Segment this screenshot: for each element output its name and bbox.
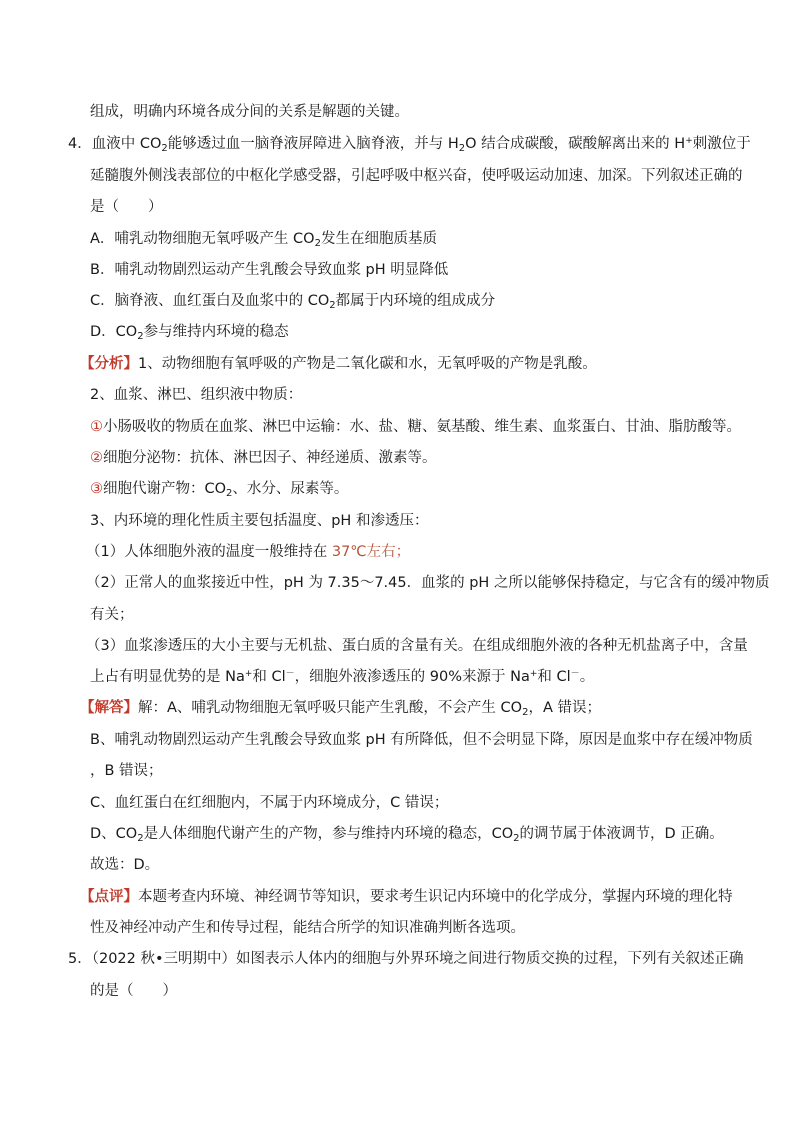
question-5-stem-line-2: 的是（ ） [90, 983, 177, 999]
question-4-stem-line-2: 延髓腹外侧浅表部位的中枢化学感受器，引起呼吸中枢兴奋，使呼吸运动加速、加深。下列叙述正确的 [90, 168, 743, 184]
question-4-stem-line-3: 是（ ） [90, 199, 163, 215]
answer-line-b-1: B、哺乳动物剧烈运动产生乳酸会导致血浆 pH 有所降低，但不会明显下降，原因是血浆中存在缓冲物质 [90, 732, 753, 748]
comment-line-1: 【点评】本题考查内环境、神经调节等知识，要求考生识记内环境中的化学成分，掌握内环境的理化特 [80, 889, 733, 905]
question-5-stem-line-1: 5．（2022 秋•三明期中）如图表示人体内的细胞与外界环境之间进行物质交换的过程，下列有关叙述正确 [68, 951, 744, 967]
answer-line-b-2: ，B 错误； [90, 763, 163, 779]
analysis-circle-item-1: ①小肠吸收的物质在血浆、淋巴中运输：水、盐、糖、氨基酸、维生素、血浆蛋白、甘油、脂肪酸等。 [90, 419, 741, 435]
question-number: 4． [68, 136, 92, 152]
intro-tail: 组成，明确内环境各成分间的关系是解题的关键。 [90, 104, 409, 120]
answer-line-c: C、血红蛋白在红细胞内，不属于内环境成分，C 错误； [90, 795, 449, 811]
answer-choice: 故选：D。 [90, 857, 160, 873]
comment-tag: 【点评】 [80, 889, 138, 905]
analysis-circle-item-2: ②细胞分泌物：抗体、淋巴因子、神经递质、激素等。 [90, 450, 437, 466]
analysis-line-3: 3、内环境的理化性质主要包括温度、pH 和渗透压： [90, 513, 429, 529]
question-4-stem-line-1: 4．血液中 $CO_2$能够透过血一脑脊液屏障进入脑脊液，并与 $H_2O$ 结合成碳酸，碳酸解离出来的 H+刺激位于 [68, 136, 751, 154]
option-c: C．脑脊液、血红蛋白及血浆中的 $CO_2$都属于内环境的组成成分 [90, 293, 496, 311]
question-number: 5． [68, 951, 92, 967]
answer-tag: 【解答】 [80, 700, 138, 716]
analysis-sub-3-line-1: （3）血浆渗透压的大小主要与无机盐、蛋白质的含量有关。在组成细胞外液的各种无机盐离子中，含量 [86, 638, 748, 654]
analysis-sub-2-line-1: （2）正常人的血浆接近中性，pH 为 7.35～7.45．血浆的 pH 之所以能够保持稳定，与它含有的缓冲物质 [86, 575, 770, 591]
analysis-line-1: 【分析】1、动物细胞有氧呼吸的产物是二氧化碳和水，无氧呼吸的产物是乳酸。 [80, 356, 597, 372]
analysis-sub-2-line-2: 有关； [90, 607, 134, 623]
analysis-circle-item-3: ③细胞代谢产物：$CO_2$、水分、尿素等。 [90, 481, 349, 499]
option-b: B．哺乳动物剧烈运动产生乳酸会导致血浆 pH 明显降低 [90, 262, 449, 278]
answer-line-d: D、$CO_2$是人体细胞代谢产生的产物，参与维持内环境的稳态，$CO_2$的调节属于体液调节，D 正确。 [90, 826, 724, 844]
option-d: D．$CO_2$参与维持内环境的稳态 [90, 324, 289, 342]
option-a: A．哺乳动物细胞无氧呼吸产生 $CO_2$发生在细胞质基质 [90, 231, 437, 249]
analysis-line-2: 2、血浆、淋巴、组织液中物质： [90, 387, 303, 403]
analysis-tag: 【分析】 [80, 356, 138, 372]
answer-line-a: 【解答】解：A、哺乳动物细胞无氧呼吸只能产生乳酸，不会产生 $CO_2$，A 错误； [80, 700, 601, 718]
analysis-sub-3-line-2: 上占有明显优势的是 Na+和 Cl－，细胞外液渗透压的 90%来源于 Na+和 Cl－。 [90, 669, 595, 685]
comment-line-2: 性及神经冲动产生和传导过程，能结合所学的知识准确判断各选项。 [90, 920, 525, 936]
analysis-sub-1: （1）人体细胞外液的温度一般维持在 37℃左右； [86, 544, 411, 560]
